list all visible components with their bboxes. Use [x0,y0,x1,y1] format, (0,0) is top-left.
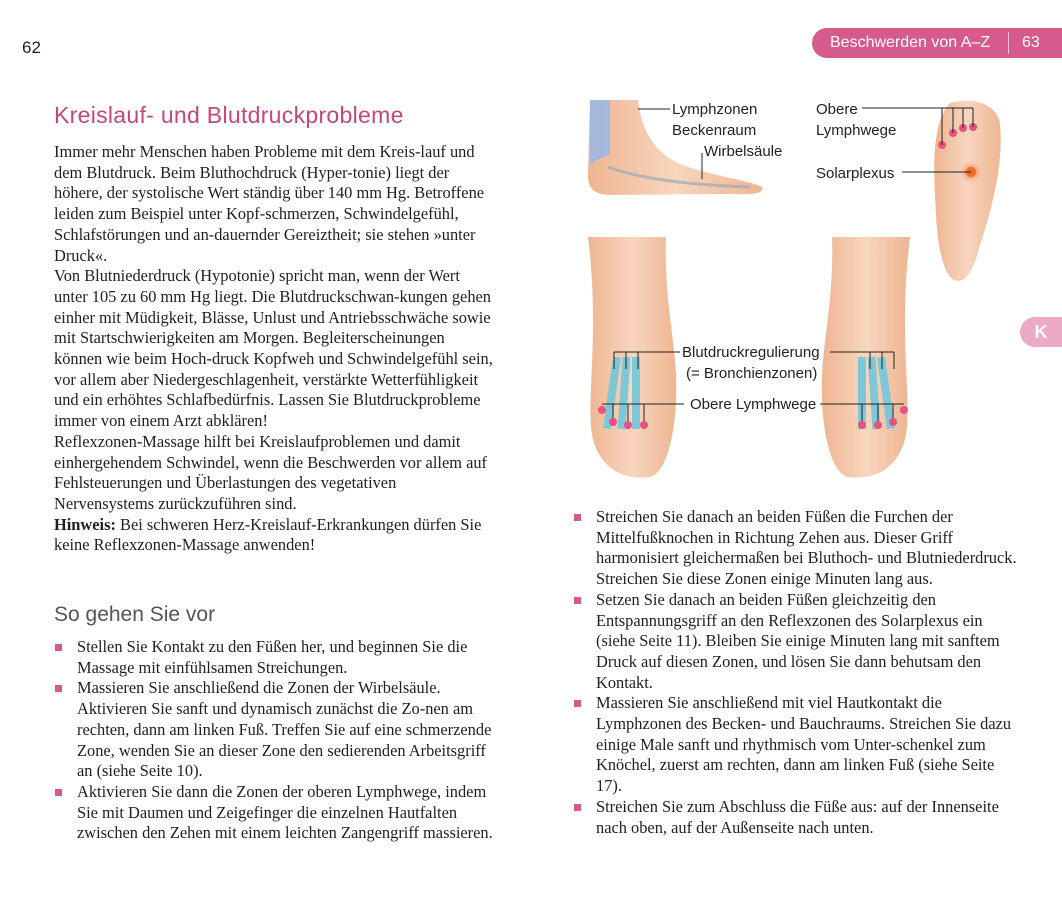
section-tab [812,28,1062,58]
label-pelvis: Beckenraum [672,122,757,139]
section-tab-divider [1008,32,1009,54]
label-lymph-zones: Lymphzonen [672,101,758,118]
procedure-heading: So gehen Sie vor [54,603,216,626]
step-item: Streichen Sie zum Abschluss die Füße aus: auf der Innenseite nach oben, auf der Außenseite nach unten. [573,797,1023,838]
page-number-left: 62 [22,38,41,57]
step-item: Massieren Sie anschließend mit viel Hautkontakt die Lymphzonen des Becken- und Bauchraums. Streichen Sie dazu einige Male sanft und rhythmisch vom Unter-schenkel zum Knöchel, zuerst am rechten, dann am linken Fuß (siehe Seite 17). [573,693,1023,797]
step-item: Stellen Sie Kontakt zu den Füßen her, und beginnen Sie die Massage mit einfühlsamen Streichungen. [54,637,494,678]
label-bronchial: (= Bronchienzonen) [686,365,818,382]
intro-paragraph-3: Reflexzonen-Massage hilft bei Kreislaufproblemen und damit einhergehendem Schwindel, wenn die Beschwerden vor allem auf Fehlsteuerungen und Überlastungen des vegetativen Nervensystems zurückzuführen sind. [54,431,487,513]
foot-reflexology-figure [580,95,1020,495]
step-item: Aktivieren Sie dann die Zonen der oberen Lymphwege, indem Sie mit Daumen und Zeigefinger die einzelnen Hautfalten zwischen den Zehen mit einem leichten Zangengriff massieren. [54,782,494,844]
intro-paragraph-1: Immer mehr Menschen haben Probleme mit dem Kreis-lauf und dem Blutdruck. Beim Bluthochdruck (Hyper-tonie) liegt der höhere, der systolische Wert ständig über 140 mm Hg. Betroffene leiden zum Beispiel unter Kopf-schmerzen, Schwindelgefühl, Schlafstörungen und an-dauernder Gereiztheit; sie stehen »unter Druck«. [54,142,485,265]
step-item: Massieren Sie anschließend die Zonen der Wirbelsäule. Aktivieren Sie sanft und dynamisch zunächst die Zo-nen am rechten, dann am linken Fuß. Treffen Sie auf eine schmerzende Zone, wenden Sie an dieser Zone den sedierenden Arbeitsgriff an (siehe Seite 10). [54,678,494,782]
procedure-steps-left [54,637,494,844]
intro-note [54,515,494,556]
label-solar-plexus: Solarplexus [816,165,895,182]
label-upper-lymph-full: Obere Lymphwege [690,396,817,413]
note-text: Bei schweren Herz-Kreislauf-Erkrankungen dürfen Sie keine Reflexzonen-Massage anwenden! [54,514,482,555]
procedure-steps-right [573,507,1023,838]
label-spine: Wirbelsäule [704,143,783,160]
note-label: Hinweis: [54,514,116,534]
intro-paragraph-2: Von Blutniederdruck (Hypotonie) spricht man, wenn der Wert unter 105 zu 60 mm Hg liegt. Die Blutdruckschwan-kungen gehen einher mit Müdigkeit, Blässe, Unlust und Antriebsschwäche sowie mit Startschwierigkeiten am Morgen. Begleiterscheinungen können wie beim Hoch-druck Kopfweh und Schwindelgefühl sein, vor allem aber Niedergeschlagenheit, verstärkte Wetterfühligkeit und ein erhöhtes Schlafbedürfnis. Lassen Sie Blutdruckprobleme immer von einem Arzt abklären! [54,266,493,431]
step-item: Setzen Sie danach an beiden Füßen gleichzeitig den Entspannungsgriff an den Reflexzonen des Solarplexus ein (siehe Seite 11). Bleiben Sie einige Minuten lang mit sanftem Druck auf diesen Zonen, und lösen Sie dann behutsam den Kontakt. [573,590,1023,694]
label-upper-lymph-1: Obere [816,101,858,118]
page-number-right: 63 [1022,34,1040,51]
label-bp-regulation: Blutdruckregulierung [682,344,820,361]
section-title: Kreislauf- und Blutdruckprobleme [54,102,404,128]
step-item: Streichen Sie danach an beiden Füßen die Furchen der Mittelfußknochen in Richtung Zehen aus. Dieser Griff harmonisiert gleichermaßen bei Bluthoch- und Blutniederdruck. Streichen Sie diese Zonen einige Minuten lang aus. [573,507,1023,590]
label-upper-lymph-2: Lymphwege [816,122,897,139]
letter-index-tab: K [1020,317,1062,347]
intro-text [54,142,494,556]
section-tab-title: Beschwerden von A–Z [830,34,991,51]
